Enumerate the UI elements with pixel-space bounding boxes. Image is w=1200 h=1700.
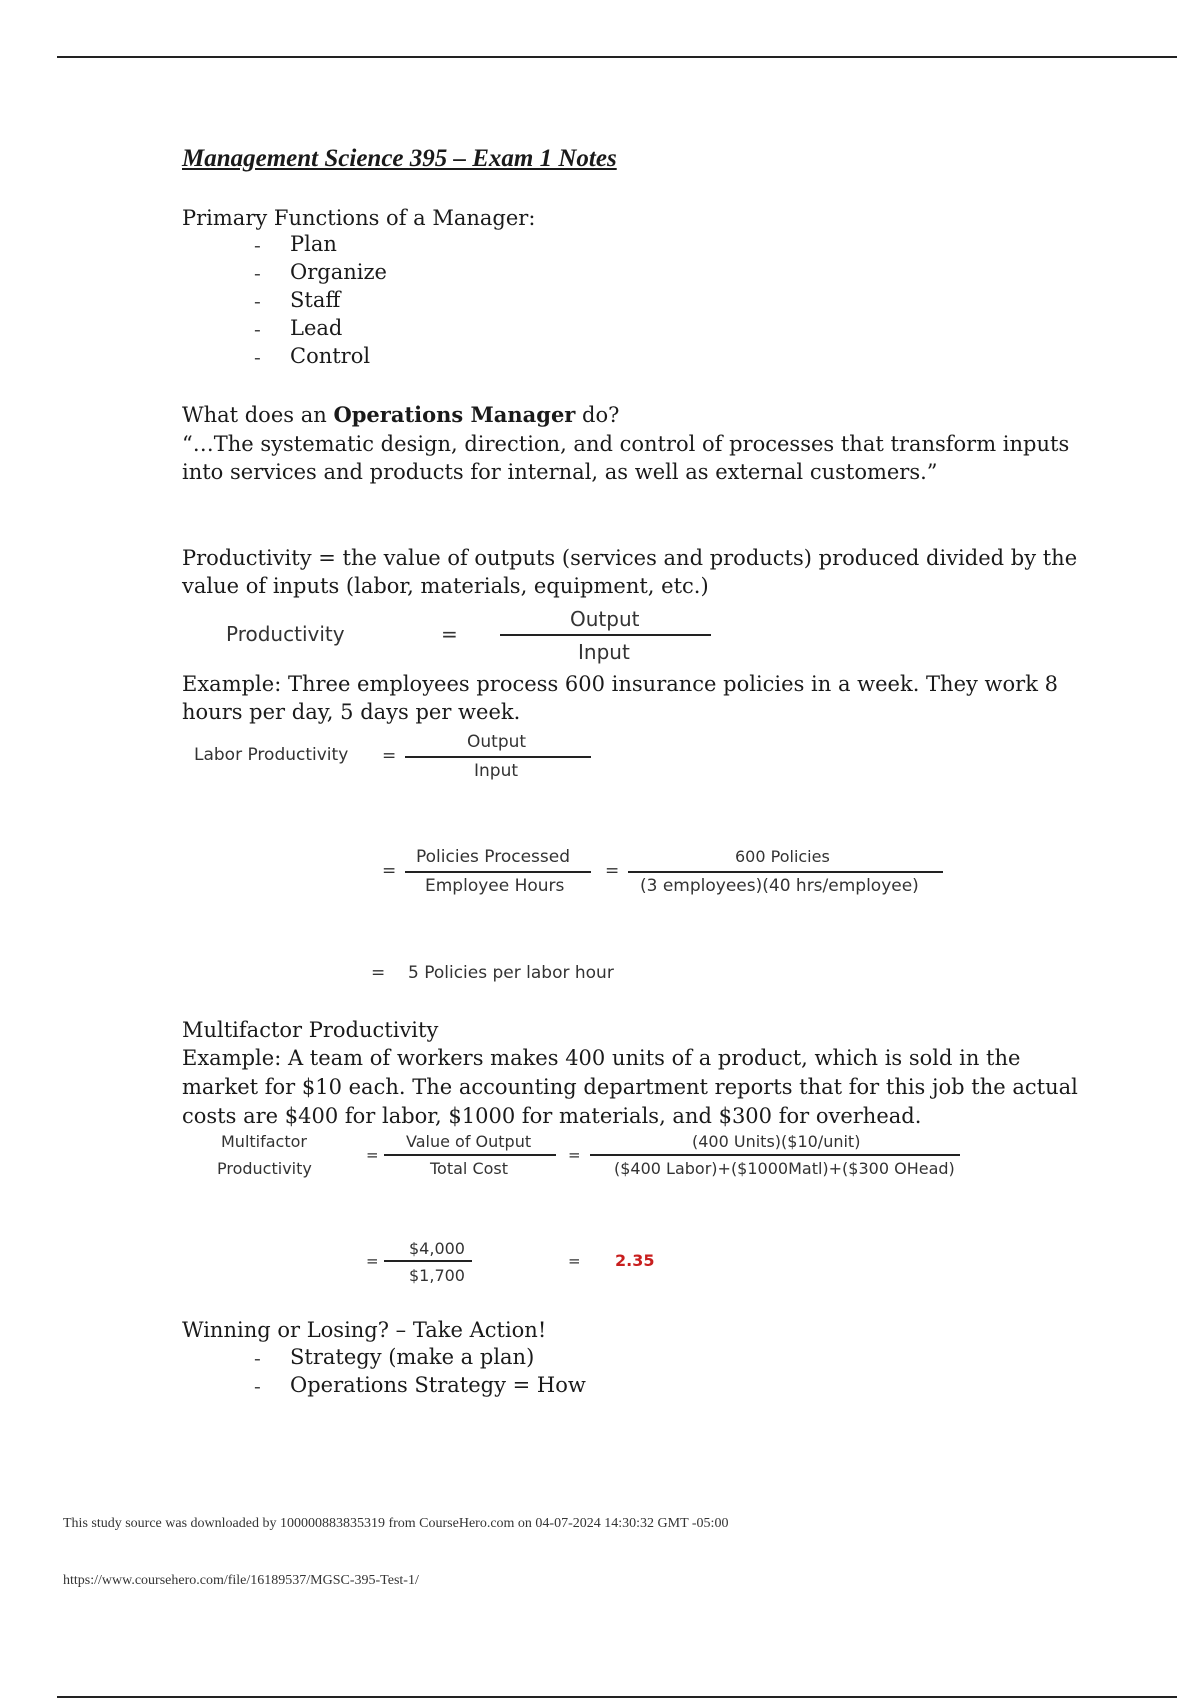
bullet-marker: -	[254, 289, 261, 313]
page-title: Management Science 395 – Exam 1 Notes	[182, 145, 617, 172]
fraction-bar	[405, 756, 591, 758]
bullet-marker: -	[254, 261, 261, 285]
example1-line2: hours per day, 5 days per week.	[182, 700, 521, 724]
fraction-bar	[384, 1260, 472, 1262]
ops-question-bold: Operations Manager	[333, 402, 576, 427]
labor-productivity-denominator: Input	[474, 761, 519, 781]
policies-denominator2: (3 employees)(40 hrs/employee)	[640, 876, 919, 896]
bullet-marker: -	[254, 233, 261, 257]
multifactor-numerator1: Value of Output	[406, 1132, 532, 1151]
bullet-marker: -	[254, 345, 261, 369]
bullet-marker: -	[254, 1374, 261, 1398]
function-item-staff: Staff	[290, 288, 341, 312]
policies-numerator1: Policies Processed	[416, 847, 571, 867]
policies-numerator2: 600 Policies	[735, 847, 830, 866]
productivity-formula-denominator: Input	[578, 640, 630, 664]
multifactor-line3: costs are $400 for labor, $1000 for materials, and $300 for overhead.	[182, 1104, 922, 1128]
bullet-marker: -	[254, 317, 261, 341]
multifactor-result-eq1: =	[366, 1252, 379, 1270]
function-item-plan: Plan	[290, 232, 337, 256]
fraction-bar	[500, 634, 711, 636]
multifactor-lhs-line2: Productivity	[217, 1159, 312, 1178]
functions-heading: Primary Functions of a Manager:	[182, 206, 536, 230]
bullet-marker: -	[254, 1346, 261, 1370]
productivity-def-line2: value of inputs (labor, materials, equipment, etc.)	[182, 574, 709, 598]
winning-heading: Winning or Losing? – Take Action!	[182, 1318, 547, 1342]
ops-question	[182, 401, 619, 429]
source-url: https://www.coursehero.com/file/16189537/MGSC-395-Test-1/	[63, 1573, 419, 1588]
download-notice: This study source was downloaded by 100000883835319 from CourseHero.com on 04-07-2024 14:30:32 GMT -05:00	[63, 1516, 729, 1531]
policies-denominator1: Employee Hours	[425, 876, 565, 896]
productivity-def-line1: Productivity = the value of outputs (services and products) produced divided by the	[182, 546, 1078, 570]
ops-quote-line2: into services and products for internal, as well as external customers.”	[182, 460, 938, 484]
multifactor-result-eq2: =	[568, 1252, 581, 1270]
multifactor-line2: market for $10 each. The accounting department reports that for this job the actual	[182, 1075, 1078, 1099]
multifactor-result-denominator: $1,700	[409, 1266, 465, 1285]
ops-question-pre: What does an	[182, 403, 334, 427]
top-rule	[57, 56, 1177, 58]
multifactor-numerator2: (400 Units)($10/unit)	[692, 1132, 861, 1151]
multifactor-heading: Multifactor Productivity	[182, 1018, 439, 1042]
multifactor-result-value: 2.35	[615, 1251, 655, 1270]
function-item-organize: Organize	[290, 260, 387, 284]
fraction-bar	[405, 871, 591, 873]
policies-eq1: =	[382, 861, 397, 881]
labor-productivity-eq: =	[382, 746, 397, 766]
policies-result: 5 Policies per labor hour	[408, 963, 614, 983]
function-item-control: Control	[290, 344, 371, 368]
winning-item-ops-strategy: Operations Strategy = How	[290, 1373, 586, 1397]
labor-productivity-lhs: Labor Productivity	[194, 745, 349, 765]
ops-quote-line1: “…The systematic design, direction, and control of processes that transform inputs	[182, 432, 1070, 456]
multifactor-result-numerator: $4,000	[409, 1239, 465, 1258]
multifactor-lhs-line1: Multifactor	[221, 1132, 307, 1151]
productivity-formula-numerator: Output	[570, 607, 640, 631]
productivity-formula-eq: =	[441, 622, 458, 646]
ops-question-post: do?	[575, 403, 620, 427]
multifactor-eq1: =	[366, 1146, 379, 1164]
policies-result-eq: =	[371, 963, 386, 983]
policies-eq2: =	[605, 861, 620, 881]
multifactor-eq2: =	[568, 1146, 581, 1164]
labor-productivity-numerator: Output	[467, 732, 527, 752]
winning-item-strategy: Strategy (make a plan)	[290, 1345, 535, 1369]
multifactor-line1: Example: A team of workers makes 400 units of a product, which is sold in the	[182, 1046, 1021, 1070]
multifactor-denominator2: ($400 Labor)+($1000Matl)+($300 OHead)	[614, 1159, 955, 1178]
productivity-formula-lhs: Productivity	[226, 622, 345, 646]
multifactor-denominator1: Total Cost	[430, 1159, 509, 1178]
fraction-bar	[384, 1154, 556, 1156]
function-item-lead: Lead	[290, 316, 343, 340]
example1-line1: Example: Three employees process 600 insurance policies in a week. They work 8	[182, 672, 1058, 696]
bottom-rule	[57, 1696, 1177, 1698]
fraction-bar	[628, 871, 943, 873]
fraction-bar	[590, 1154, 960, 1156]
